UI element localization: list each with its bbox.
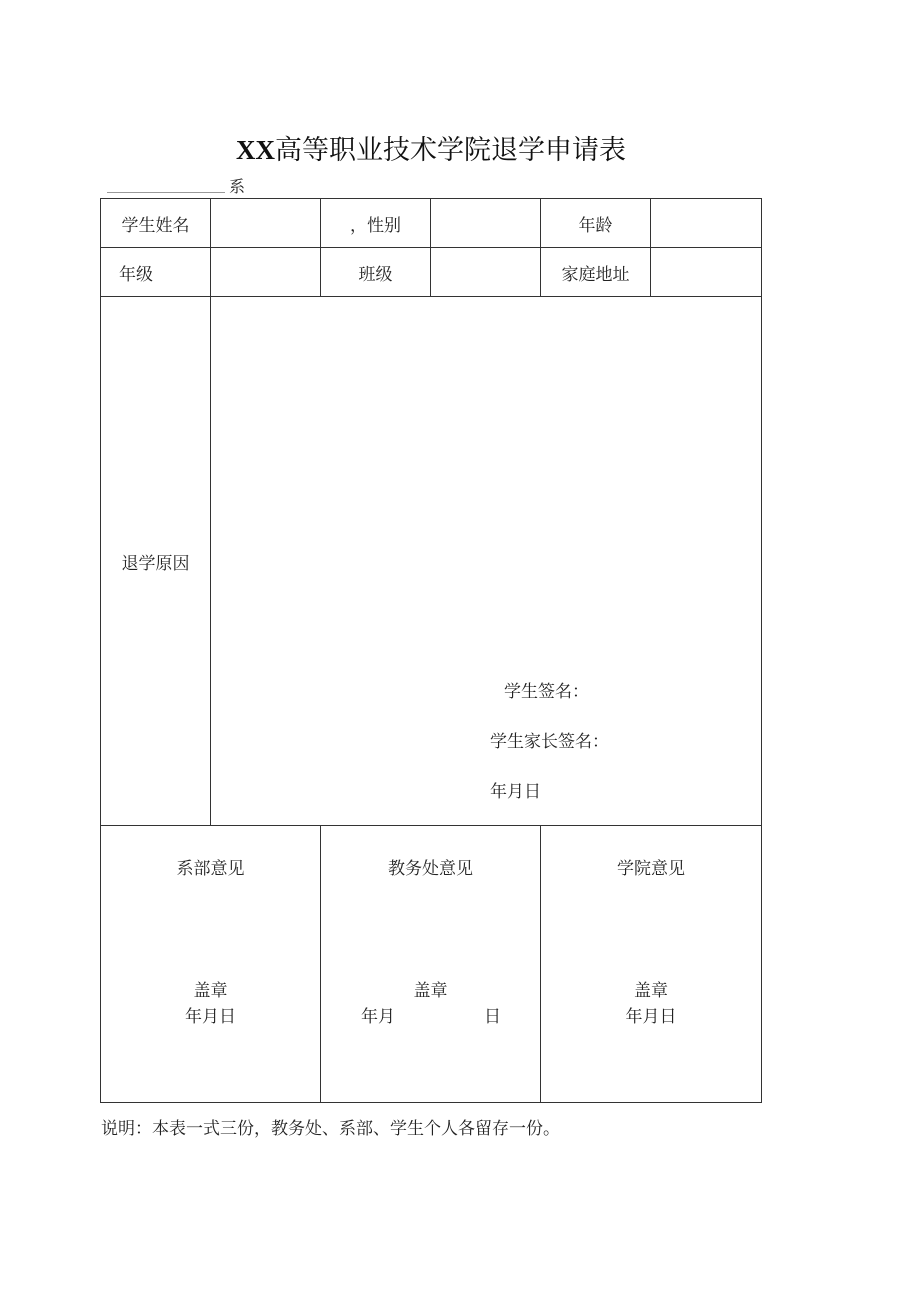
reason-label: 退学原因 — [101, 297, 211, 826]
age-label: 年龄 — [541, 199, 651, 248]
grade-label: 年级 — [101, 248, 211, 297]
department-stamp-label: 盖章 — [193, 981, 228, 1001]
college-opinion-title: 学院意见 — [617, 859, 685, 879]
academic-affairs-stamp-label: 盖章 — [413, 981, 448, 1001]
form-row-reason — [101, 297, 762, 826]
student-name-field[interactable] — [211, 199, 321, 248]
academic-affairs-date-left: 年月 — [361, 1007, 395, 1027]
department-suffix: 系 — [229, 177, 246, 196]
reason-date-label: 年月日 — [490, 782, 541, 802]
address-field[interactable] — [651, 248, 762, 297]
department-date-label: 年月日 — [185, 1007, 236, 1027]
age-field[interactable] — [651, 199, 762, 248]
gender-field[interactable] — [431, 199, 541, 248]
academic-affairs-opinion-cell[interactable] — [321, 826, 541, 1103]
form-row-class-info — [101, 248, 762, 297]
department-opinion-cell[interactable] — [101, 826, 321, 1103]
college-date-label: 年月日 — [625, 1007, 677, 1027]
academic-affairs-opinion-title: 教务处意见 — [388, 859, 473, 879]
gender-label: ，性别 — [321, 199, 431, 248]
footnote: 说明：本表一式三份，教务处、系部、学生个人各留存一份。 — [101, 1119, 560, 1139]
department-opinion-title: 系部意见 — [176, 859, 245, 879]
title-main: 高等职业技术学院退学申请表 — [275, 135, 626, 166]
page-title — [0, 128, 862, 167]
grade-field[interactable] — [211, 248, 321, 297]
title-prefix: XX — [236, 135, 275, 165]
form-row-opinions — [101, 826, 762, 1103]
department-blank[interactable] — [107, 192, 225, 193]
student-signature-label: 学生签名： — [504, 682, 589, 702]
parent-signature-label: 学生家长签名： — [490, 732, 609, 752]
class-field[interactable] — [431, 248, 541, 297]
student-name-label: 学生姓名 — [101, 199, 211, 248]
academic-affairs-date-right: 日 — [484, 1007, 501, 1027]
address-label: 家庭地址 — [541, 248, 651, 297]
form-row-basic-info — [101, 199, 762, 248]
college-stamp-label: 盖章 — [634, 981, 668, 1001]
withdrawal-form-table — [100, 198, 762, 1103]
class-label: 班级 — [321, 248, 431, 297]
college-opinion-cell[interactable] — [541, 826, 762, 1103]
reason-field[interactable] — [211, 297, 762, 826]
